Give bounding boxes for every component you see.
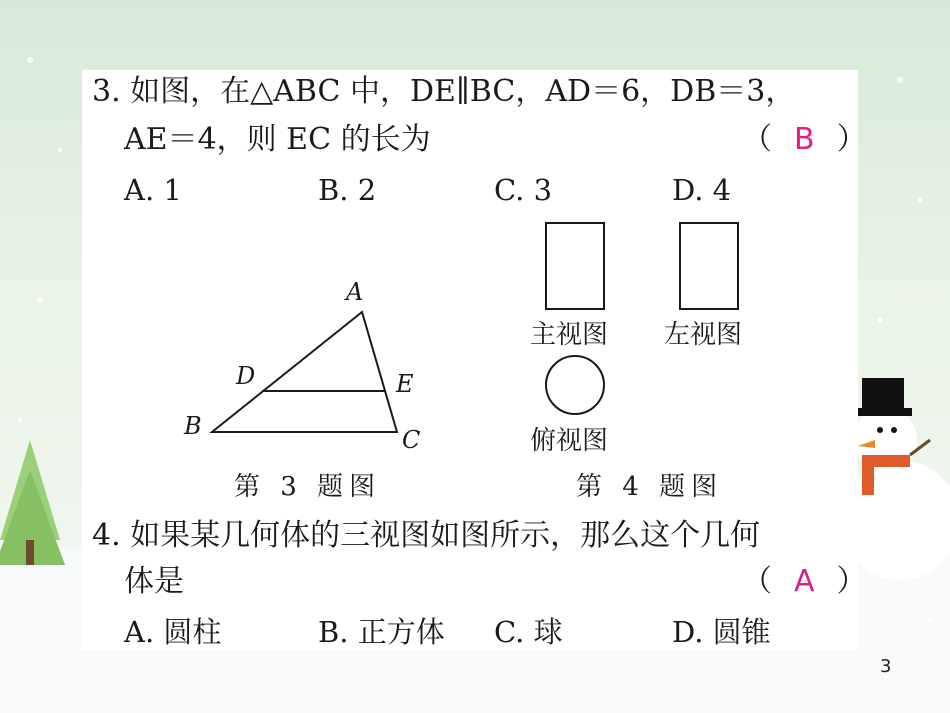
q3-stem-line2: AE＝4，则 EC 的长为 <box>124 122 431 157</box>
q3-option-d: D. 4 <box>672 173 732 207</box>
q3-option-c: C. 3 <box>494 173 553 207</box>
q4-option-b: B. 正方体 <box>318 615 445 649</box>
point-c-label: C <box>402 426 421 454</box>
q3-option-b: B. 2 <box>318 173 377 207</box>
left-view-rectangle <box>680 223 738 309</box>
q4-paren-open: （ <box>742 564 772 599</box>
point-a-label: A <box>346 278 364 306</box>
tree-icon <box>0 440 65 565</box>
q4-answer: A <box>794 564 815 599</box>
figure-4-caption: 第 4 题图 <box>576 472 724 502</box>
point-e-label: E <box>396 370 414 398</box>
top-view-label: 俯视图 <box>530 426 609 456</box>
front-view-rectangle <box>546 223 604 309</box>
q4-answer-bracket <box>742 564 867 600</box>
front-view-label: 主视图 <box>530 320 609 350</box>
q4-stem-line2: 体是 <box>124 564 184 599</box>
q3-paren-open: （ <box>742 122 772 157</box>
question-card <box>82 70 867 650</box>
q4-option-d: D. 圆锥 <box>672 615 771 649</box>
q3-option-a: A. 1 <box>124 173 182 207</box>
q3-stem-line1: 3. 如图，在△ABC 中，DE∥BC，AD＝6，DB＝3， <box>92 74 796 109</box>
q4-option-c: C. 球 <box>494 615 563 649</box>
left-view-label: 左视图 <box>664 320 743 350</box>
q3-answer-bracket <box>742 122 867 158</box>
figure-3-caption: 第 3 题图 <box>234 472 382 502</box>
q3-paren-close: ） <box>836 122 867 157</box>
page-number: 3 <box>880 656 892 677</box>
q4-stem-line1: 4. 如果某几何体的三视图如图所示，那么这个几何 <box>92 518 761 553</box>
q3-answer: B <box>794 122 815 157</box>
point-b-label: B <box>184 412 202 440</box>
top-view-circle <box>546 356 604 414</box>
q4-option-a: A. 圆柱 <box>124 615 222 649</box>
q4-paren-close: ） <box>836 564 867 599</box>
point-d-label: D <box>236 362 256 390</box>
